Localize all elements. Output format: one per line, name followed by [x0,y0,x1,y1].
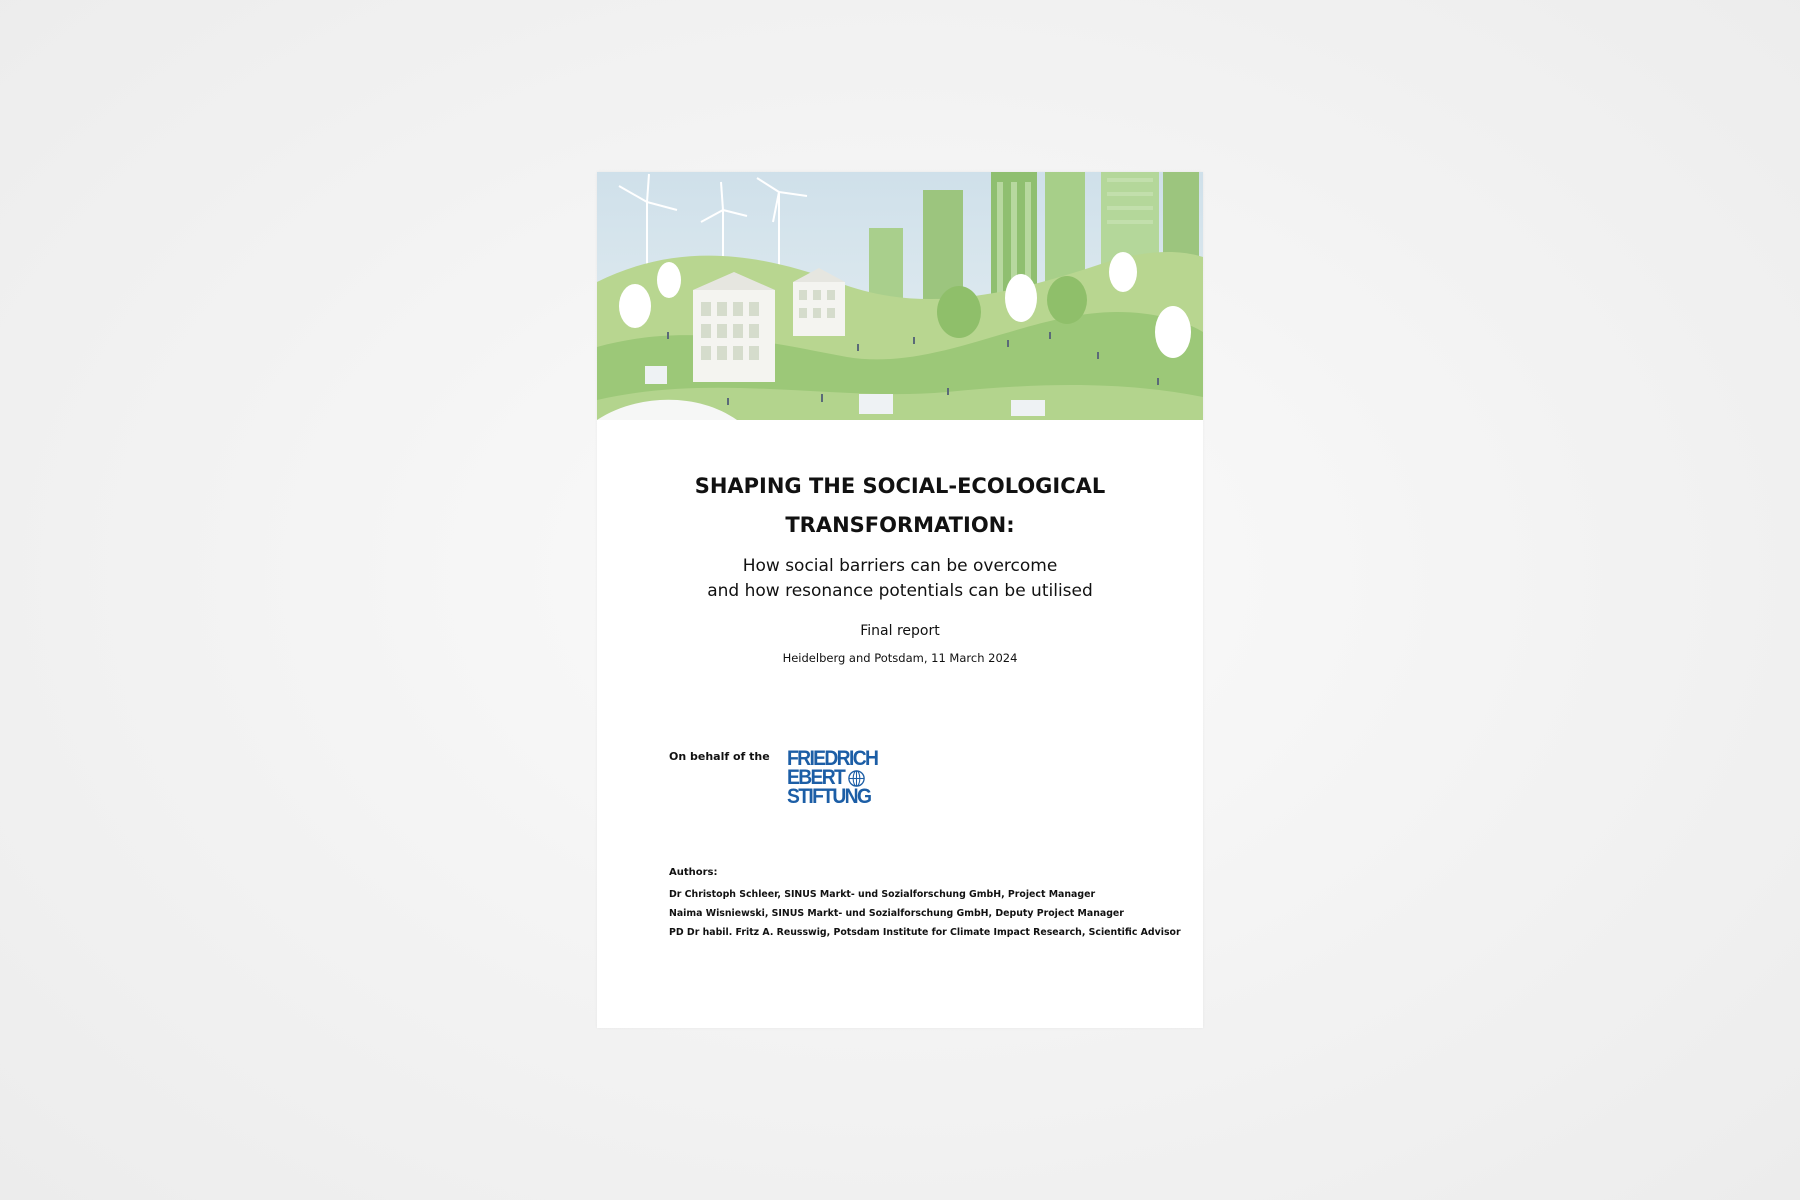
report-subtitle-line-1: How social barriers can be overcome [742,556,1058,576]
report-title-line-2: TRANSFORMATION: [785,513,1015,537]
globe-icon [847,769,866,788]
report-title-line-1: SHAPING THE SOCIAL-ECOLOGICAL [694,474,1106,498]
report-type: Final report [860,623,940,639]
on-behalf-label: On behalf of the [669,750,770,763]
house-icon [693,272,775,382]
cover-illustration [597,172,1203,420]
authors-list [669,885,1181,942]
report-title [597,467,1203,545]
logo-line-3: STIFTUNG [787,785,871,808]
author-entry: Dr Christoph Schleer, SINUS Markt- und Sozialforschung GmbH, Project Manager [669,889,1096,900]
house-icon [793,268,845,336]
logo-line-1: FRIEDRICH [787,747,878,770]
house-icon [645,366,667,384]
fes-logo [787,749,897,811]
report-cover-page [597,172,1203,1028]
report-subtitle [597,554,1203,604]
place-date: Heidelberg and Potsdam, 11 March 2024 [782,651,1018,665]
logo-line-2: EBERT [787,766,845,789]
report-subtitle-line-2: and how resonance potentials can be utilised [707,581,1093,601]
author-entry: PD Dr habil. Fritz A. Reusswig, Potsdam Institute for Climate Impact Research, Scientific Advisor [669,927,1181,938]
authors-label: Authors: [669,867,718,878]
house-icon [859,394,893,414]
house-icon [1011,400,1045,416]
author-entry: Naima Wisniewski, SINUS Markt- und Sozialforschung GmbH, Deputy Project Manager [669,908,1124,919]
